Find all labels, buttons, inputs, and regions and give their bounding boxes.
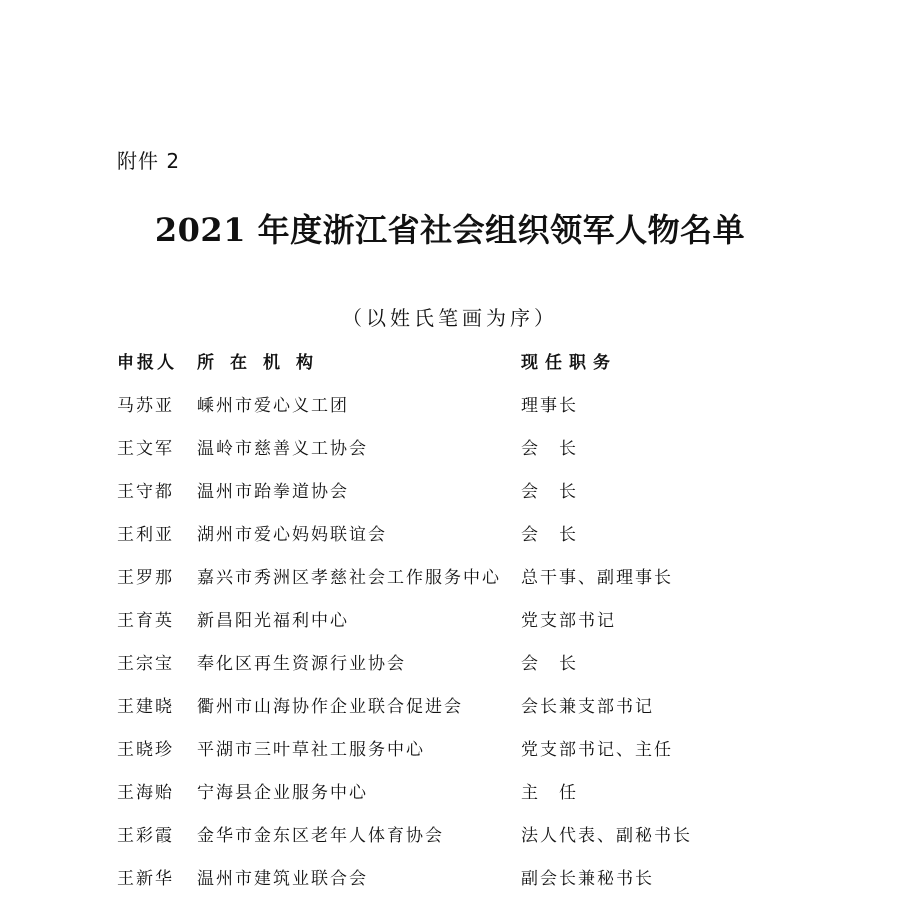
row-name: 王晓珍 bbox=[117, 740, 174, 760]
row-position: 法人代表、副秘书长 bbox=[521, 826, 692, 846]
row-position: 会 长 bbox=[521, 482, 578, 502]
document-title: 2021 年度浙江省社会组织领军人物名单 bbox=[154, 211, 746, 249]
row-name: 王文军 bbox=[117, 439, 174, 459]
table-row bbox=[117, 856, 817, 899]
row-position: 总干事、副理事长 bbox=[521, 568, 673, 588]
row-position: 会 长 bbox=[521, 439, 578, 459]
row-org: 宁海县企业服务中心 bbox=[197, 783, 368, 803]
row-name: 王守都 bbox=[117, 482, 174, 502]
row-org: 湖州市爱心妈妈联谊会 bbox=[197, 525, 387, 545]
row-name: 王育英 bbox=[117, 611, 174, 631]
table-row bbox=[117, 469, 817, 512]
table-row bbox=[117, 770, 817, 813]
attachment-label: 附件 2 bbox=[117, 149, 181, 173]
table-row bbox=[117, 813, 817, 856]
roster-table bbox=[117, 340, 817, 899]
table-header-row bbox=[117, 340, 817, 383]
row-org: 嘉兴市秀洲区孝慈社会工作服务中心 bbox=[197, 568, 501, 588]
header-name: 申报人 bbox=[117, 353, 177, 373]
row-org: 温州市跆拳道协会 bbox=[197, 482, 349, 502]
row-position: 副会长兼秘书长 bbox=[521, 869, 654, 889]
row-position: 主 任 bbox=[521, 783, 578, 803]
row-org: 温岭市慈善义工协会 bbox=[197, 439, 368, 459]
row-org: 嵊州市爱心义工团 bbox=[197, 396, 349, 416]
table-row bbox=[117, 383, 817, 426]
row-position: 理事长 bbox=[521, 396, 578, 416]
table-row bbox=[117, 598, 817, 641]
row-org: 平湖市三叶草社工服务中心 bbox=[197, 740, 425, 760]
row-org: 金华市金东区老年人体育协会 bbox=[197, 826, 444, 846]
row-name: 王海贻 bbox=[117, 783, 174, 803]
row-org: 温州市建筑业联合会 bbox=[197, 869, 368, 889]
table-row bbox=[117, 426, 817, 469]
document-subtitle: （以姓氏笔画为序） bbox=[342, 306, 558, 330]
row-org: 衢州市山海协作企业联合促进会 bbox=[197, 697, 463, 717]
row-org: 奉化区再生资源行业协会 bbox=[197, 654, 406, 674]
row-position: 会 长 bbox=[521, 654, 578, 674]
table-row bbox=[117, 555, 817, 598]
table-row bbox=[117, 684, 817, 727]
table-row bbox=[117, 641, 817, 684]
row-name: 王利亚 bbox=[117, 525, 174, 545]
row-name: 王建晓 bbox=[117, 697, 174, 717]
row-position: 党支部书记、主任 bbox=[521, 740, 673, 760]
row-position: 会长兼支部书记 bbox=[521, 697, 654, 717]
row-position: 会 长 bbox=[521, 525, 578, 545]
row-name: 王罗那 bbox=[117, 568, 174, 588]
row-org: 新昌阳光福利中心 bbox=[197, 611, 349, 631]
row-name: 王新华 bbox=[117, 869, 174, 889]
table-row bbox=[117, 727, 817, 770]
header-position: 现任职务 bbox=[521, 353, 617, 373]
row-name: 马苏亚 bbox=[117, 396, 174, 416]
row-name: 王宗宝 bbox=[117, 654, 174, 674]
row-name: 王彩霞 bbox=[117, 826, 174, 846]
row-position: 党支部书记 bbox=[521, 611, 616, 631]
table-row bbox=[117, 512, 817, 555]
header-org: 所在机构 bbox=[197, 353, 329, 373]
